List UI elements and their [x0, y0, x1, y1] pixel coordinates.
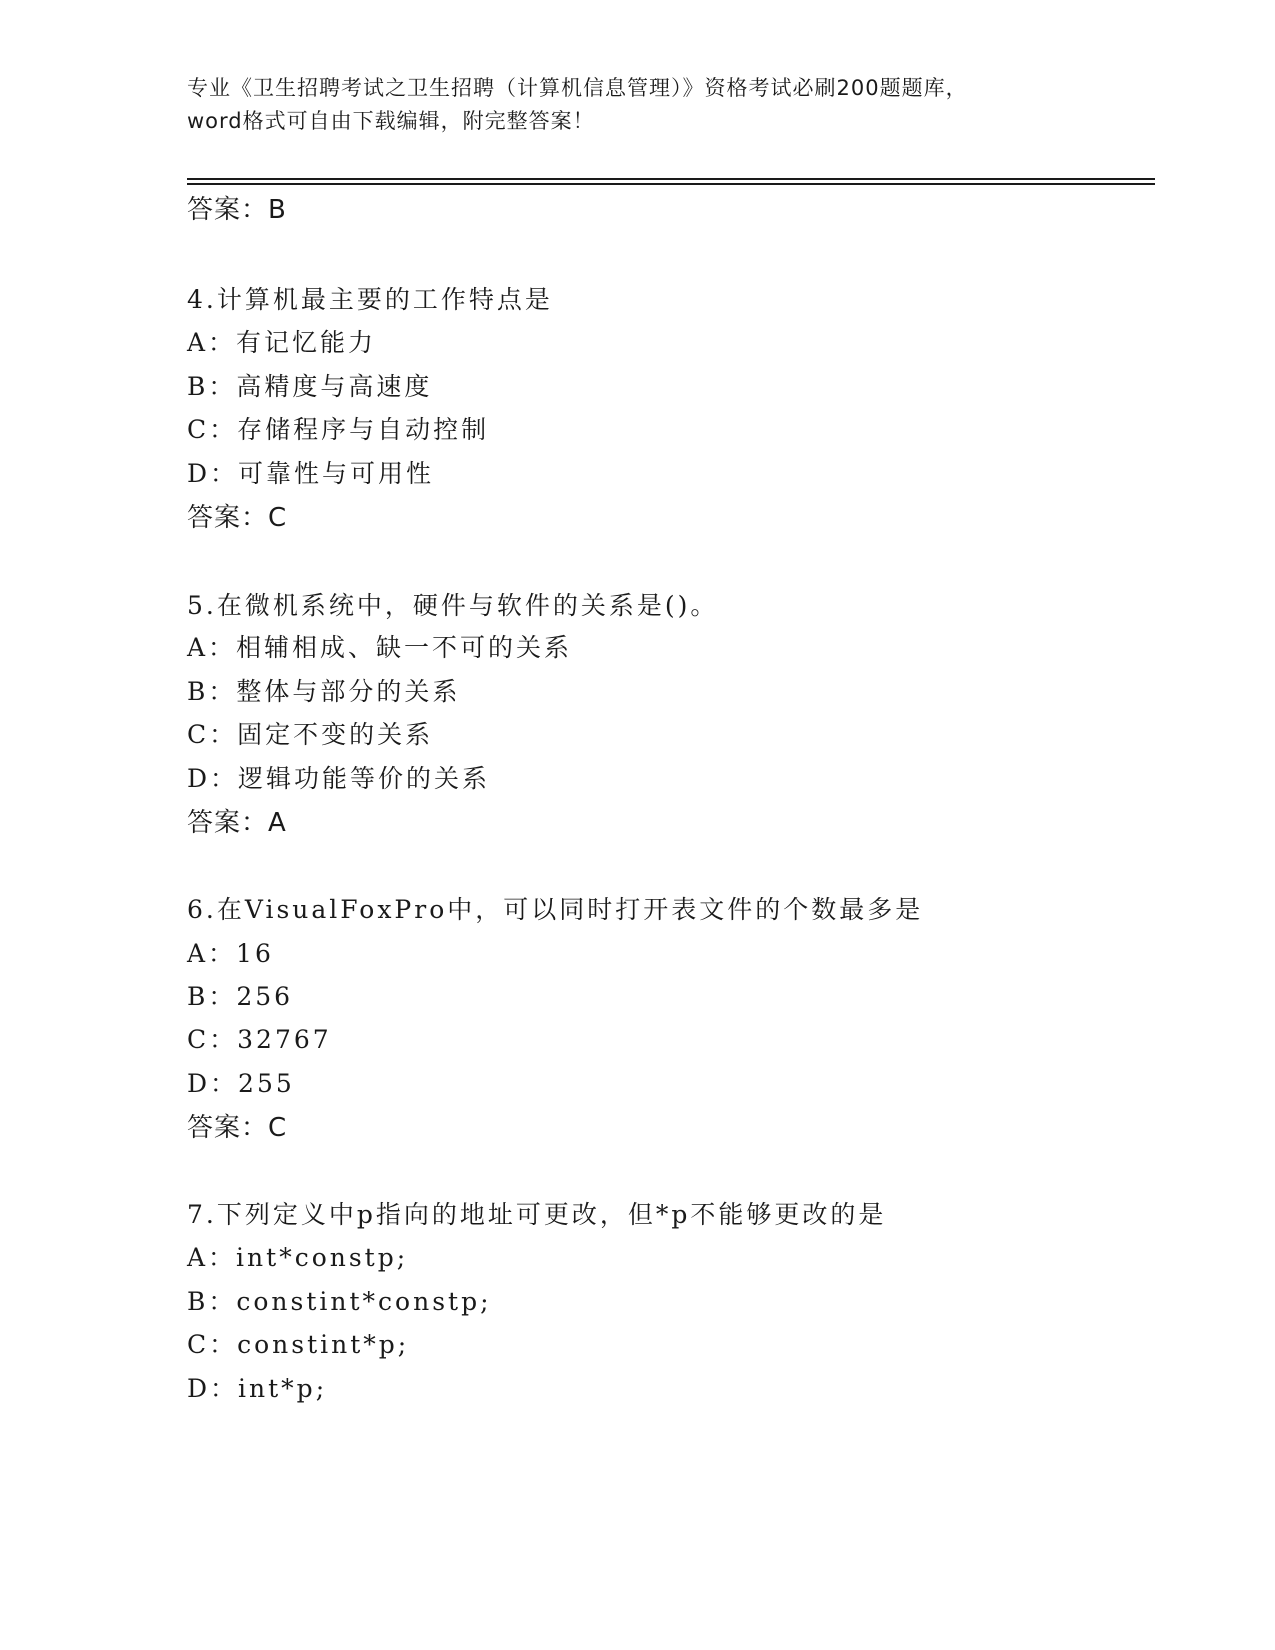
- option-c: C：constint*p;: [187, 1330, 410, 1359]
- option-a: A：有记忆能力: [187, 328, 377, 357]
- option-b: B：constint*constp;: [187, 1287, 492, 1316]
- question-stem: 4.计算机最主要的工作特点是: [187, 285, 553, 314]
- option-a: A：int*constp;: [187, 1243, 409, 1272]
- option-b: B：256: [187, 982, 294, 1011]
- option-c: C：固定不变的关系: [187, 720, 434, 749]
- question-answer: 答案：C: [187, 503, 288, 533]
- option-a: A：16: [187, 939, 274, 968]
- question-answer: 答案：C: [187, 1113, 288, 1143]
- question-stem: 7.下列定义中p指向的地址可更改，但*p不能够更改的是: [187, 1200, 887, 1229]
- option-d: D：255: [187, 1069, 295, 1098]
- option-b: B：整体与部分的关系: [187, 677, 461, 706]
- option-d: D：int*p;: [187, 1374, 328, 1403]
- option-d: D：可靠性与可用性: [187, 459, 435, 488]
- header-rule-bottom: [187, 183, 1155, 185]
- option-a: A：相辅相成、缺一不可的关系: [187, 633, 573, 662]
- question-stem: 5.在微机系统中，硬件与软件的关系是()。: [187, 591, 719, 620]
- option-d: D：逻辑功能等价的关系: [187, 764, 491, 793]
- question-answer: 答案：A: [187, 808, 287, 838]
- header-line-1: 专业《卫生招聘考试之卫生招聘（计算机信息管理）》资格考试必刷200题题库，: [187, 76, 968, 100]
- document-header: [187, 72, 1087, 138]
- answer-prev: 答案：B: [187, 195, 287, 225]
- option-b: B：高精度与高速度: [187, 372, 433, 401]
- option-c: C：存储程序与自动控制: [187, 415, 490, 444]
- question-stem: 6.在VisualFoxPro中，可以同时打开表文件的个数最多是: [187, 895, 924, 924]
- header-line-2: word格式可自由下载编辑，附完整答案！: [187, 109, 595, 133]
- header-rule-top: [187, 178, 1155, 180]
- option-c: C：32767: [187, 1025, 332, 1054]
